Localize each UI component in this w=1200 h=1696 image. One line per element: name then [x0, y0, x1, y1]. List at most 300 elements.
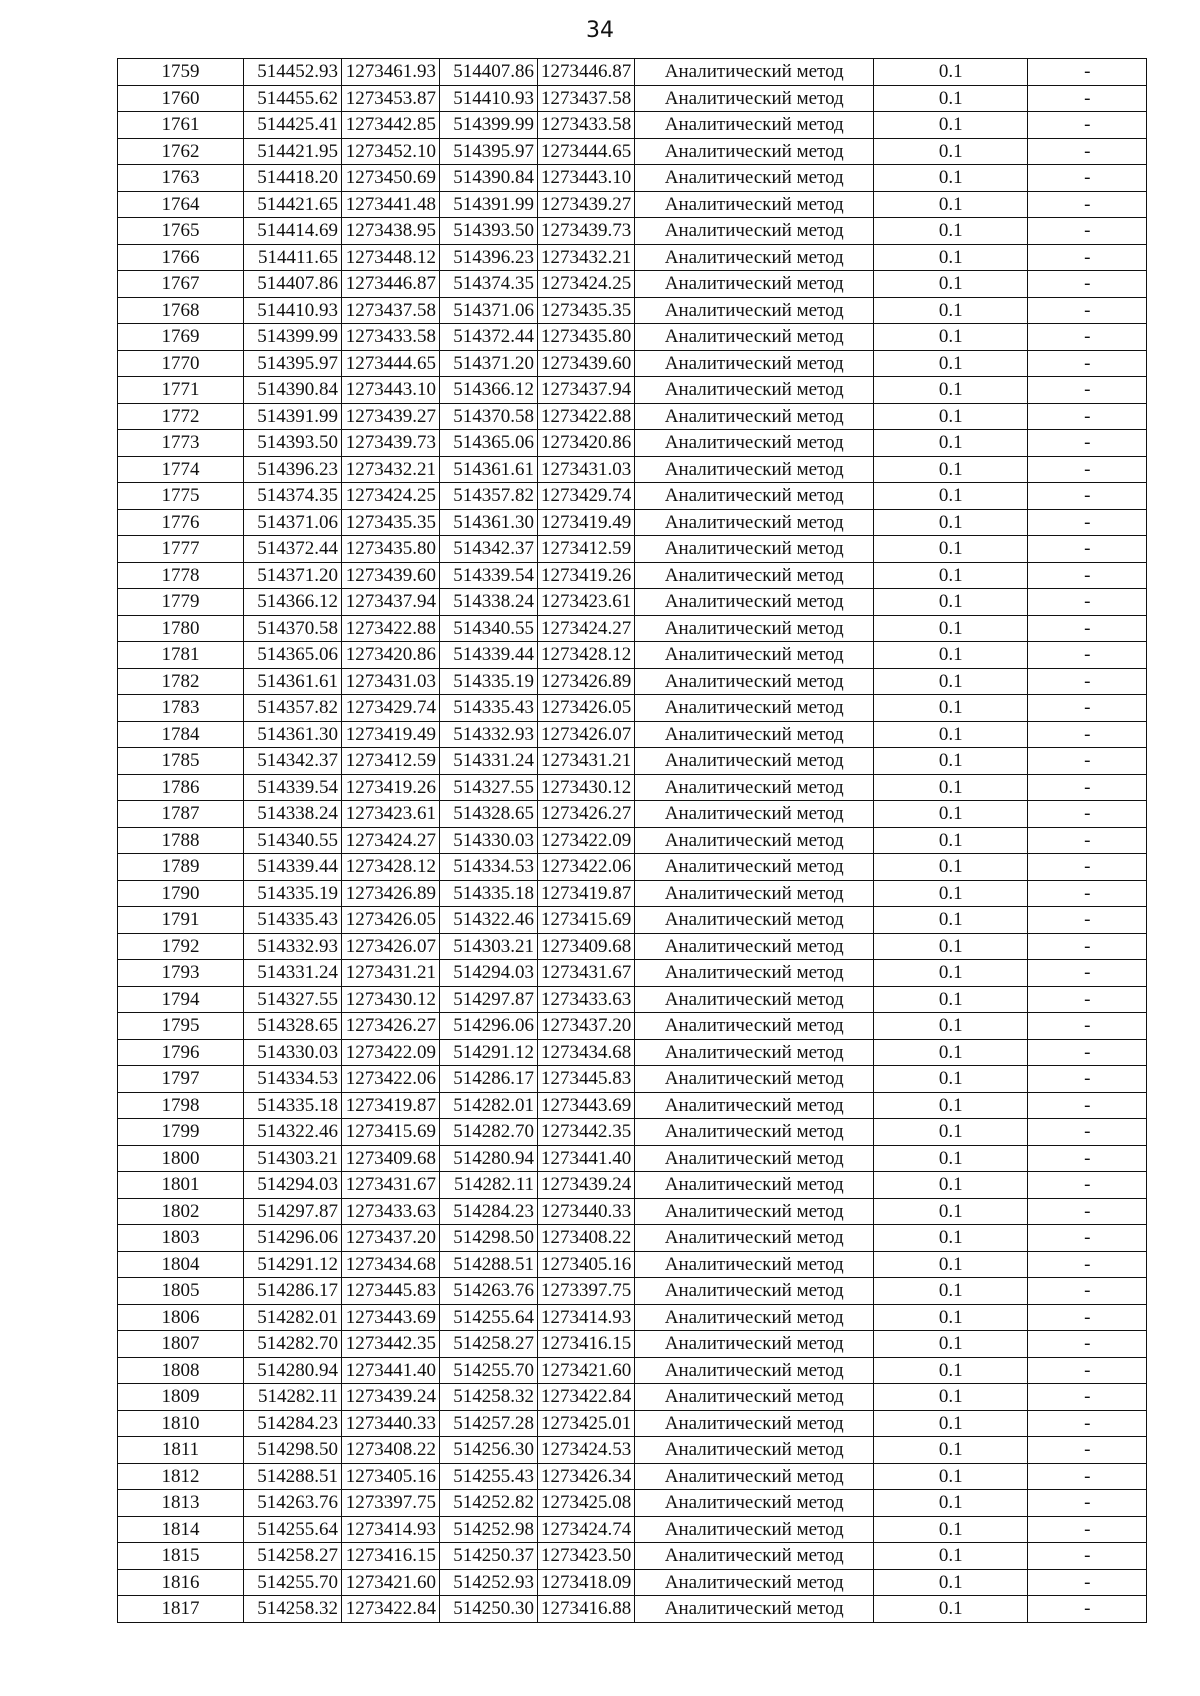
y1-cell: 1273416.15 — [342, 1543, 440, 1570]
method-cell: Аналитический метод — [635, 271, 874, 298]
y2-cell: 1273414.93 — [538, 1304, 635, 1331]
note-cell: - — [1028, 403, 1147, 430]
point-number-cell: 1760 — [118, 85, 244, 112]
table-row — [118, 1172, 1147, 1199]
table-row — [118, 1357, 1147, 1384]
accuracy-cell: 0.1 — [874, 774, 1028, 801]
note-cell: - — [1028, 1172, 1147, 1199]
method-cell: Аналитический метод — [635, 1278, 874, 1305]
table-row — [118, 403, 1147, 430]
method-cell: Аналитический метод — [635, 536, 874, 563]
accuracy-cell: 0.1 — [874, 509, 1028, 536]
accuracy-cell: 0.1 — [874, 1145, 1028, 1172]
table-row — [118, 1013, 1147, 1040]
x1-cell: 514421.65 — [244, 191, 342, 218]
accuracy-cell: 0.1 — [874, 536, 1028, 563]
table-row — [118, 350, 1147, 377]
table-row — [118, 960, 1147, 987]
x2-cell: 514250.37 — [440, 1543, 538, 1570]
y1-cell: 1273426.89 — [342, 880, 440, 907]
method-cell: Аналитический метод — [635, 112, 874, 139]
y1-cell: 1273424.25 — [342, 483, 440, 510]
table-row — [118, 774, 1147, 801]
x2-cell: 514255.43 — [440, 1463, 538, 1490]
point-number-cell: 1807 — [118, 1331, 244, 1358]
table-row — [118, 668, 1147, 695]
accuracy-cell: 0.1 — [874, 324, 1028, 351]
table-row — [118, 1516, 1147, 1543]
point-number-cell: 1773 — [118, 430, 244, 457]
table-row — [118, 1463, 1147, 1490]
note-cell: - — [1028, 1278, 1147, 1305]
y2-cell: 1273437.20 — [538, 1013, 635, 1040]
accuracy-cell: 0.1 — [874, 430, 1028, 457]
note-cell: - — [1028, 1437, 1147, 1464]
y1-cell: 1273461.93 — [342, 59, 440, 86]
note-cell: - — [1028, 562, 1147, 589]
table-row — [118, 1066, 1147, 1093]
method-cell: Аналитический метод — [635, 509, 874, 536]
accuracy-cell: 0.1 — [874, 721, 1028, 748]
x1-cell: 514455.62 — [244, 85, 342, 112]
y1-cell: 1273435.35 — [342, 509, 440, 536]
x1-cell: 514418.20 — [244, 165, 342, 192]
point-number-cell: 1772 — [118, 403, 244, 430]
x2-cell: 514298.50 — [440, 1225, 538, 1252]
y1-cell: 1273432.21 — [342, 456, 440, 483]
method-cell: Аналитический метод — [635, 695, 874, 722]
x2-cell: 514288.51 — [440, 1251, 538, 1278]
y1-cell: 1273426.07 — [342, 933, 440, 960]
method-cell: Аналитический метод — [635, 907, 874, 934]
note-cell: - — [1028, 350, 1147, 377]
method-cell: Аналитический метод — [635, 1039, 874, 1066]
table-row — [118, 1145, 1147, 1172]
y2-cell: 1273433.63 — [538, 986, 635, 1013]
note-cell: - — [1028, 642, 1147, 669]
table-row — [118, 456, 1147, 483]
x1-cell: 514286.17 — [244, 1278, 342, 1305]
point-number-cell: 1792 — [118, 933, 244, 960]
method-cell: Аналитический метод — [635, 1198, 874, 1225]
x1-cell: 514399.99 — [244, 324, 342, 351]
table-row — [118, 1596, 1147, 1623]
coordinates-table — [117, 58, 1147, 1623]
y1-cell: 1273397.75 — [342, 1490, 440, 1517]
y1-cell: 1273419.49 — [342, 721, 440, 748]
accuracy-cell: 0.1 — [874, 191, 1028, 218]
method-cell: Аналитический метод — [635, 1145, 874, 1172]
x2-cell: 514291.12 — [440, 1039, 538, 1066]
table-row — [118, 271, 1147, 298]
point-number-cell: 1787 — [118, 801, 244, 828]
note-cell: - — [1028, 218, 1147, 245]
x1-cell: 514407.86 — [244, 271, 342, 298]
y2-cell: 1273443.69 — [538, 1092, 635, 1119]
y1-cell: 1273439.24 — [342, 1384, 440, 1411]
x1-cell: 514339.54 — [244, 774, 342, 801]
y2-cell: 1273444.65 — [538, 138, 635, 165]
x2-cell: 514284.23 — [440, 1198, 538, 1225]
y1-cell: 1273433.63 — [342, 1198, 440, 1225]
method-cell: Аналитический метод — [635, 483, 874, 510]
x1-cell: 514374.35 — [244, 483, 342, 510]
y2-cell: 1273419.87 — [538, 880, 635, 907]
point-number-cell: 1813 — [118, 1490, 244, 1517]
accuracy-cell: 0.1 — [874, 642, 1028, 669]
y1-cell: 1273448.12 — [342, 244, 440, 271]
x1-cell: 514361.30 — [244, 721, 342, 748]
x1-cell: 514357.82 — [244, 695, 342, 722]
accuracy-cell: 0.1 — [874, 960, 1028, 987]
note-cell: - — [1028, 1543, 1147, 1570]
x2-cell: 514332.93 — [440, 721, 538, 748]
table-row — [118, 483, 1147, 510]
y2-cell: 1273435.80 — [538, 324, 635, 351]
x1-cell: 514335.19 — [244, 880, 342, 907]
table-row — [118, 801, 1147, 828]
point-number-cell: 1778 — [118, 562, 244, 589]
table-row — [118, 85, 1147, 112]
y2-cell: 1273426.05 — [538, 695, 635, 722]
y1-cell: 1273409.68 — [342, 1145, 440, 1172]
note-cell: - — [1028, 1092, 1147, 1119]
point-number-cell: 1808 — [118, 1357, 244, 1384]
table-row — [118, 1304, 1147, 1331]
table-row — [118, 1384, 1147, 1411]
y2-cell: 1273415.69 — [538, 907, 635, 934]
accuracy-cell: 0.1 — [874, 244, 1028, 271]
x2-cell: 514335.19 — [440, 668, 538, 695]
x2-cell: 514342.37 — [440, 536, 538, 563]
note-cell: - — [1028, 1039, 1147, 1066]
x1-cell: 514421.95 — [244, 138, 342, 165]
y1-cell: 1273433.58 — [342, 324, 440, 351]
point-number-cell: 1770 — [118, 350, 244, 377]
x2-cell: 514327.55 — [440, 774, 538, 801]
note-cell: - — [1028, 668, 1147, 695]
x1-cell: 514342.37 — [244, 748, 342, 775]
x2-cell: 514296.06 — [440, 1013, 538, 1040]
table-row — [118, 297, 1147, 324]
point-number-cell: 1793 — [118, 960, 244, 987]
accuracy-cell: 0.1 — [874, 1543, 1028, 1570]
x2-cell: 514339.54 — [440, 562, 538, 589]
x1-cell: 514322.46 — [244, 1119, 342, 1146]
method-cell: Аналитический метод — [635, 615, 874, 642]
method-cell: Аналитический метод — [635, 1331, 874, 1358]
table-row — [118, 748, 1147, 775]
table-row — [118, 165, 1147, 192]
y2-cell: 1273439.24 — [538, 1172, 635, 1199]
x2-cell: 514339.44 — [440, 642, 538, 669]
point-number-cell: 1767 — [118, 271, 244, 298]
method-cell: Аналитический метод — [635, 456, 874, 483]
method-cell: Аналитический метод — [635, 403, 874, 430]
point-number-cell: 1814 — [118, 1516, 244, 1543]
y1-cell: 1273443.69 — [342, 1304, 440, 1331]
note-cell: - — [1028, 138, 1147, 165]
y1-cell: 1273439.60 — [342, 562, 440, 589]
x1-cell: 514339.44 — [244, 854, 342, 881]
y2-cell: 1273422.88 — [538, 403, 635, 430]
y2-cell: 1273426.89 — [538, 668, 635, 695]
y2-cell: 1273418.09 — [538, 1569, 635, 1596]
y1-cell: 1273450.69 — [342, 165, 440, 192]
method-cell: Аналитический метод — [635, 748, 874, 775]
table-row — [118, 1278, 1147, 1305]
method-cell: Аналитический метод — [635, 85, 874, 112]
y2-cell: 1273397.75 — [538, 1278, 635, 1305]
x2-cell: 514280.94 — [440, 1145, 538, 1172]
point-number-cell: 1762 — [118, 138, 244, 165]
accuracy-cell: 0.1 — [874, 165, 1028, 192]
x2-cell: 514410.93 — [440, 85, 538, 112]
method-cell: Аналитический метод — [635, 1569, 874, 1596]
y1-cell: 1273437.20 — [342, 1225, 440, 1252]
y1-cell: 1273429.74 — [342, 695, 440, 722]
y1-cell: 1273442.85 — [342, 112, 440, 139]
x2-cell: 514399.99 — [440, 112, 538, 139]
x2-cell: 514294.03 — [440, 960, 538, 987]
note-cell: - — [1028, 907, 1147, 934]
note-cell: - — [1028, 880, 1147, 907]
x2-cell: 514334.53 — [440, 854, 538, 881]
x1-cell: 514365.06 — [244, 642, 342, 669]
y2-cell: 1273424.74 — [538, 1516, 635, 1543]
point-number-cell: 1771 — [118, 377, 244, 404]
point-number-cell: 1765 — [118, 218, 244, 245]
point-number-cell: 1804 — [118, 1251, 244, 1278]
y2-cell: 1273425.01 — [538, 1410, 635, 1437]
table-row — [118, 430, 1147, 457]
y2-cell: 1273426.27 — [538, 801, 635, 828]
y2-cell: 1273421.60 — [538, 1357, 635, 1384]
y2-cell: 1273430.12 — [538, 774, 635, 801]
table-row — [118, 1251, 1147, 1278]
y2-cell: 1273428.12 — [538, 642, 635, 669]
point-number-cell: 1801 — [118, 1172, 244, 1199]
y2-cell: 1273443.10 — [538, 165, 635, 192]
y2-cell: 1273439.60 — [538, 350, 635, 377]
note-cell: - — [1028, 509, 1147, 536]
x1-cell: 514452.93 — [244, 59, 342, 86]
y1-cell: 1273439.27 — [342, 403, 440, 430]
table-row — [118, 59, 1147, 86]
point-number-cell: 1799 — [118, 1119, 244, 1146]
x2-cell: 514282.01 — [440, 1092, 538, 1119]
accuracy-cell: 0.1 — [874, 456, 1028, 483]
point-number-cell: 1759 — [118, 59, 244, 86]
y2-cell: 1273440.33 — [538, 1198, 635, 1225]
table-row — [118, 827, 1147, 854]
y2-cell: 1273431.67 — [538, 960, 635, 987]
method-cell: Аналитический метод — [635, 960, 874, 987]
point-number-cell: 1785 — [118, 748, 244, 775]
y2-cell: 1273422.06 — [538, 854, 635, 881]
y2-cell: 1273408.22 — [538, 1225, 635, 1252]
x2-cell: 514361.30 — [440, 509, 538, 536]
x2-cell: 514328.65 — [440, 801, 538, 828]
method-cell: Аналитический метод — [635, 1516, 874, 1543]
y1-cell: 1273414.93 — [342, 1516, 440, 1543]
table-row — [118, 1198, 1147, 1225]
method-cell: Аналитический метод — [635, 933, 874, 960]
point-number-cell: 1763 — [118, 165, 244, 192]
table-row — [118, 642, 1147, 669]
x2-cell: 514252.82 — [440, 1490, 538, 1517]
method-cell: Аналитический метод — [635, 430, 874, 457]
x2-cell: 514297.87 — [440, 986, 538, 1013]
accuracy-cell: 0.1 — [874, 271, 1028, 298]
method-cell: Аналитический метод — [635, 1172, 874, 1199]
table-row — [118, 854, 1147, 881]
y2-cell: 1273445.83 — [538, 1066, 635, 1093]
y1-cell: 1273438.95 — [342, 218, 440, 245]
x1-cell: 514366.12 — [244, 589, 342, 616]
point-number-cell: 1798 — [118, 1092, 244, 1119]
method-cell: Аналитический метод — [635, 642, 874, 669]
table-row — [118, 218, 1147, 245]
accuracy-cell: 0.1 — [874, 1437, 1028, 1464]
method-cell: Аналитический метод — [635, 165, 874, 192]
x2-cell: 514322.46 — [440, 907, 538, 934]
accuracy-cell: 0.1 — [874, 483, 1028, 510]
method-cell: Аналитический метод — [635, 191, 874, 218]
point-number-cell: 1812 — [118, 1463, 244, 1490]
x1-cell: 514282.01 — [244, 1304, 342, 1331]
x2-cell: 514303.21 — [440, 933, 538, 960]
x1-cell: 514330.03 — [244, 1039, 342, 1066]
table-row — [118, 138, 1147, 165]
point-number-cell: 1777 — [118, 536, 244, 563]
note-cell: - — [1028, 85, 1147, 112]
table-row — [118, 1437, 1147, 1464]
method-cell: Аналитический метод — [635, 1384, 874, 1411]
y2-cell: 1273426.07 — [538, 721, 635, 748]
x2-cell: 514370.58 — [440, 403, 538, 430]
note-cell: - — [1028, 377, 1147, 404]
y1-cell: 1273419.26 — [342, 774, 440, 801]
method-cell: Аналитический метод — [635, 1304, 874, 1331]
x2-cell: 514365.06 — [440, 430, 538, 457]
y1-cell: 1273405.16 — [342, 1463, 440, 1490]
x1-cell: 514258.27 — [244, 1543, 342, 1570]
x1-cell: 514371.06 — [244, 509, 342, 536]
point-number-cell: 1810 — [118, 1410, 244, 1437]
y2-cell: 1273442.35 — [538, 1119, 635, 1146]
x2-cell: 514391.99 — [440, 191, 538, 218]
point-number-cell: 1806 — [118, 1304, 244, 1331]
x2-cell: 514330.03 — [440, 827, 538, 854]
table-row — [118, 324, 1147, 351]
y1-cell: 1273422.09 — [342, 1039, 440, 1066]
method-cell: Аналитический метод — [635, 1463, 874, 1490]
y1-cell: 1273431.21 — [342, 960, 440, 987]
accuracy-cell: 0.1 — [874, 1516, 1028, 1543]
note-cell: - — [1028, 59, 1147, 86]
y2-cell: 1273405.16 — [538, 1251, 635, 1278]
accuracy-cell: 0.1 — [874, 297, 1028, 324]
x2-cell: 514255.70 — [440, 1357, 538, 1384]
method-cell: Аналитический метод — [635, 1066, 874, 1093]
note-cell: - — [1028, 695, 1147, 722]
table-row — [118, 1092, 1147, 1119]
note-cell: - — [1028, 933, 1147, 960]
y1-cell: 1273445.83 — [342, 1278, 440, 1305]
point-number-cell: 1766 — [118, 244, 244, 271]
note-cell: - — [1028, 589, 1147, 616]
method-cell: Аналитический метод — [635, 721, 874, 748]
y2-cell: 1273432.21 — [538, 244, 635, 271]
point-number-cell: 1800 — [118, 1145, 244, 1172]
y2-cell: 1273412.59 — [538, 536, 635, 563]
x1-cell: 514411.65 — [244, 244, 342, 271]
point-number-cell: 1802 — [118, 1198, 244, 1225]
accuracy-cell: 0.1 — [874, 1490, 1028, 1517]
method-cell: Аналитический метод — [635, 774, 874, 801]
y1-cell: 1273430.12 — [342, 986, 440, 1013]
point-number-cell: 1815 — [118, 1543, 244, 1570]
note-cell: - — [1028, 748, 1147, 775]
x1-cell: 514282.70 — [244, 1331, 342, 1358]
y1-cell: 1273415.69 — [342, 1119, 440, 1146]
x1-cell: 514414.69 — [244, 218, 342, 245]
table-row — [118, 1410, 1147, 1437]
table-row — [118, 721, 1147, 748]
note-cell: - — [1028, 774, 1147, 801]
note-cell: - — [1028, 1013, 1147, 1040]
note-cell: - — [1028, 1569, 1147, 1596]
point-number-cell: 1811 — [118, 1437, 244, 1464]
accuracy-cell: 0.1 — [874, 1463, 1028, 1490]
accuracy-cell: 0.1 — [874, 1225, 1028, 1252]
accuracy-cell: 0.1 — [874, 403, 1028, 430]
table-row — [118, 695, 1147, 722]
x2-cell: 514393.50 — [440, 218, 538, 245]
point-number-cell: 1788 — [118, 827, 244, 854]
x1-cell: 514296.06 — [244, 1225, 342, 1252]
accuracy-cell: 0.1 — [874, 748, 1028, 775]
x2-cell: 514282.11 — [440, 1172, 538, 1199]
point-number-cell: 1781 — [118, 642, 244, 669]
y1-cell: 1273426.27 — [342, 1013, 440, 1040]
y1-cell: 1273441.48 — [342, 191, 440, 218]
x1-cell: 514390.84 — [244, 377, 342, 404]
accuracy-cell: 0.1 — [874, 112, 1028, 139]
note-cell: - — [1028, 1410, 1147, 1437]
accuracy-cell: 0.1 — [874, 562, 1028, 589]
x1-cell: 514282.11 — [244, 1384, 342, 1411]
accuracy-cell: 0.1 — [874, 1119, 1028, 1146]
accuracy-cell: 0.1 — [874, 933, 1028, 960]
y2-cell: 1273422.84 — [538, 1384, 635, 1411]
y2-cell: 1273423.61 — [538, 589, 635, 616]
x1-cell: 514425.41 — [244, 112, 342, 139]
table-row — [118, 1225, 1147, 1252]
y2-cell: 1273425.08 — [538, 1490, 635, 1517]
point-number-cell: 1805 — [118, 1278, 244, 1305]
y1-cell: 1273420.86 — [342, 642, 440, 669]
x1-cell: 514340.55 — [244, 827, 342, 854]
y1-cell: 1273446.87 — [342, 271, 440, 298]
note-cell: - — [1028, 986, 1147, 1013]
y1-cell: 1273434.68 — [342, 1251, 440, 1278]
method-cell: Аналитический метод — [635, 244, 874, 271]
note-cell: - — [1028, 112, 1147, 139]
method-cell: Аналитический метод — [635, 801, 874, 828]
accuracy-cell: 0.1 — [874, 1198, 1028, 1225]
